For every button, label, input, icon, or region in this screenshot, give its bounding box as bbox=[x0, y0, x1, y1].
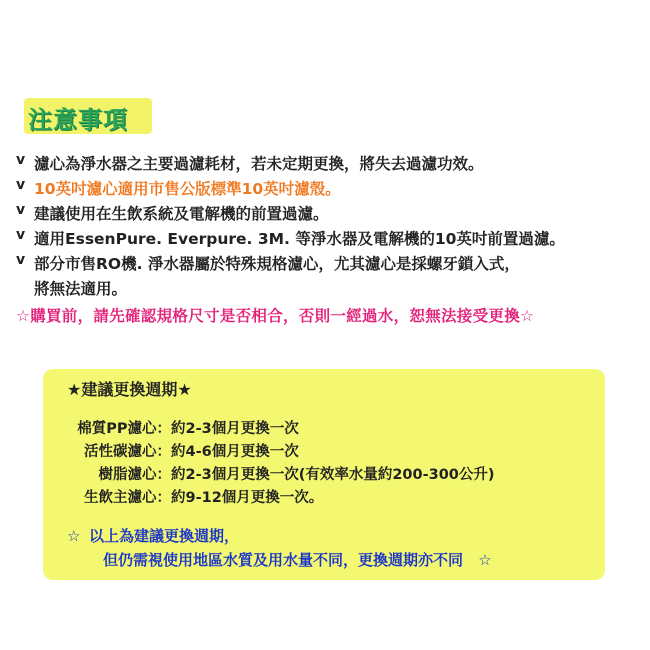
filter-label: 樹脂濾心： bbox=[98, 467, 171, 483]
panel-note bbox=[67, 525, 492, 570]
panel-note-line bbox=[67, 525, 492, 549]
section-title bbox=[24, 98, 152, 134]
note-text: 10英吋濾心適用市售公版標準10英吋濾殼。 bbox=[34, 180, 341, 198]
schedule-list bbox=[67, 417, 495, 509]
schedule-row bbox=[67, 463, 495, 486]
note-item bbox=[16, 152, 646, 177]
replacement-panel bbox=[43, 369, 605, 580]
filter-interval: 約2-3個月更換一次(有效率水量約200-300公升) bbox=[171, 467, 495, 483]
note-text: 適用EssenPure. Everpure. 3M. 等淨水器及電解機的10英吋前置過濾。 bbox=[34, 230, 565, 248]
panel-note-text: 以上為建議更換週期， bbox=[89, 527, 240, 545]
note-continuation bbox=[16, 277, 646, 302]
note-text: 建議使用在生飲系統及電解機的前置過濾。 bbox=[34, 205, 329, 223]
notes-list bbox=[16, 152, 646, 302]
check-mark-icon: v bbox=[16, 202, 26, 218]
schedule-row bbox=[67, 486, 495, 509]
star-icon: ☆ bbox=[67, 527, 81, 545]
check-mark-icon: v bbox=[16, 152, 26, 168]
check-mark-icon: v bbox=[16, 177, 26, 193]
panel-heading: ★建議更換週期★ bbox=[67, 380, 192, 399]
schedule-row bbox=[67, 440, 495, 463]
note-text: 部分市售RO機. 淨水器屬於特殊規格濾心，尤其濾心是採螺牙鎖入式， bbox=[34, 255, 520, 273]
note-text: 將無法適用。 bbox=[34, 280, 128, 298]
panel-note-text: 但仍需視使用地區水質及用水量不同，更換週期亦不同 bbox=[103, 551, 464, 569]
filter-interval: 約9-12個月更換一次。 bbox=[171, 490, 324, 506]
note-item bbox=[16, 202, 646, 227]
star-icon: ☆ bbox=[478, 551, 492, 569]
filter-label: 活性碳濾心： bbox=[84, 444, 171, 460]
filter-label: 棉質PP濾心： bbox=[77, 421, 171, 437]
note-item-highlight bbox=[16, 177, 646, 202]
section-title-text: 注意事項 bbox=[28, 106, 128, 134]
purchase-warning: ☆購買前，請先確認規格尺寸是否相合，否則一經過水，恕無法接受更換☆ bbox=[16, 307, 535, 325]
check-mark-icon: v bbox=[16, 252, 26, 268]
schedule-row bbox=[67, 417, 495, 440]
check-mark-icon: v bbox=[16, 227, 26, 243]
note-item bbox=[16, 252, 646, 277]
note-item bbox=[16, 227, 646, 252]
filter-interval: 約2-3個月更換一次 bbox=[171, 421, 299, 437]
filter-label: 生飲主濾心： bbox=[84, 490, 171, 506]
panel-note-line bbox=[67, 549, 492, 570]
filter-interval: 約4-6個月更換一次 bbox=[171, 444, 299, 460]
note-text: 濾心為淨水器之主要過濾耗材，若未定期更換，將失去過濾功效。 bbox=[34, 155, 484, 173]
